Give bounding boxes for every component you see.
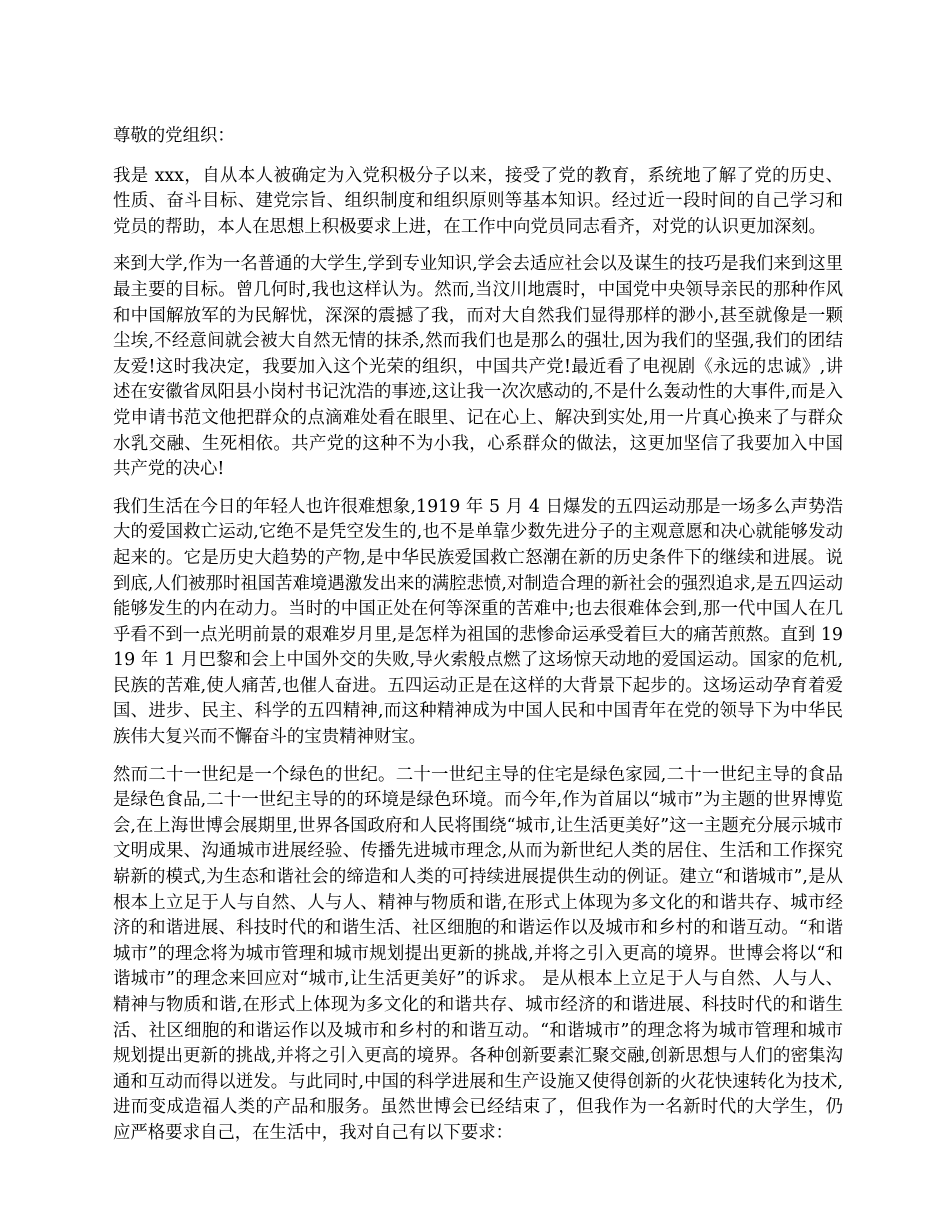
paragraph-4: 然而二十一世纪是一个绿色的世纪。二十一世纪主导的住宅是绿色家园,二十一世纪主导的食品是绿色食品,二十一世纪主导的的环境是绿色环境。而今年,作为首届以“城市”为主题的世界博览会,在上海世博会展期里,世界各国政府和人民将围绕“城市,让生活更美好”这一主题充分展示城市文明成果、沟通城市进展经验、传播先进城市理念,从而为新世纪人类的居住、生活和工作探究崭新的模式,为生态和谐社会的缔造和人类的可持续进展提供生动的例证。建立“和谐城市”,是从根本上立足于人与自然、人与人、精神与物质和谐,在形式上体现为多文化的和谐共存、城市经济的和谐进展、科技时代的和谐生活、社区细胞的和谐运作以及城市和乡村的和谐互动。“和谐城市”的理念将为城市管理和城市规划提出更新的挑战,并将之引入更高的境界。世博会将以“和谐城市”的理念来回应对“城市,让生活更美好”的诉求。 是从根本上立足于人与自然、人与人、精神与物质和谐,在形式上体现为多文化的和谐共存、城市经济的和谐进展、科技时代的和谐生活、社区细胞的和谐运作以及城市和乡村的和谐互动。“和谐城市”的理念将为城市管理和城市规划提出更新的挑战,并将之引入更高的境界。各种创新要素汇聚交融,创新思想与人们的密集沟通和互动而得以迸发。与此同时,中国的科学进展和生产设施又使得创新的火花快速转化为技术,进而变成造福人类的产品和服务。虽然世博会已经结束了，但我作为一名新时代的大学生，仍应严格要求自己，在生活中，我对自己有以下要求： — [113, 764, 843, 1143]
paragraph-3: 我们生活在今日的年轻人也许很难想象,1919 年 5 月 4 日爆发的五四运动那是一场多么声势浩大的爱国救亡运动,它绝不是凭空发生的,也不是单靠少数先进分子的主观意愿和决心就能够发动起来的。它是历史大趋势的产物,是中华民族爱国救亡怒潮在新的历史条件下的继续和进展。说到底,人们被那时祖国苦难境遇激发出来的满腔悲愤,对制造合理的新社会的强烈追求,是五四运动能够发生的内在动力。当时的中国正处在何等深重的苦难中;也去很难体会到,那一代中国人在几乎看不到一点光明前景的艰难岁月里,是怎样为祖国的悲惨命运承受着巨大的痛苦煎熬。直到 1919 年 1 月巴黎和会上中国外交的失败,导火索般点燃了这场惊天动地的爱国运动。国家的危机,民族的苦难,使人痛苦,也催人奋进。五四运动正是在这样的大背景下起步的。这场运动孕育着爱国、进步、民主、科学的五四精神,而这种精神成为中国人民和中国青年在党的领导下为中华民族伟大复兴而不懈奋斗的宝贵精神财宝。 — [113, 496, 843, 748]
document-page — [113, 124, 843, 1159]
paragraph-2: 来到大学,作为一名普通的大学生,学到专业知识,学会去适应社会以及谋生的技巧是我们来到这里最主要的目标。曾几何时,我也这样认为。然而,当汶川地震时，中国党中央领导亲民的那种作风和中国解放军的为民解忧，深深的震撼了我，而对大自然我们显得那样的渺小,甚至就像是一颗尘埃,不经意间就会被大自然无情的抹杀,然而我们也是那么的强壮,因为我们的坚强,我们的团结友爱!这时我决定，我要加入这个光荣的组织，中国共产党!最近看了电视剧《永远的忠诚》,讲述在安徽省凤阳县小岗村书记沈浩的事迹,这让我一次次感动的,不是什么轰动性的大事件,而是入党申请书范文他把群众的点滴难处看在眼里、记在心上、解决到实处,用一片真心换来了与群众水乳交融、生死相依。共产党的这种不为小我，心系群众的做法，这更加坚信了我要加入中国共产党的决心! — [113, 254, 843, 480]
paragraph-1: 我是 xxx，自从本人被确定为入党积极分子以来，接受了党的教育，系统地了解了党的历史、性质、奋斗目标、建党宗旨、组织制度和组织原则等基本知识。经过近一段时间的自己学习和党员的帮助，本人在思想上积极要求上进，在工作中向党员同志看齐，对党的认识更加深刻。 — [113, 165, 843, 237]
salutation: 尊敬的党组织： — [113, 126, 235, 146]
